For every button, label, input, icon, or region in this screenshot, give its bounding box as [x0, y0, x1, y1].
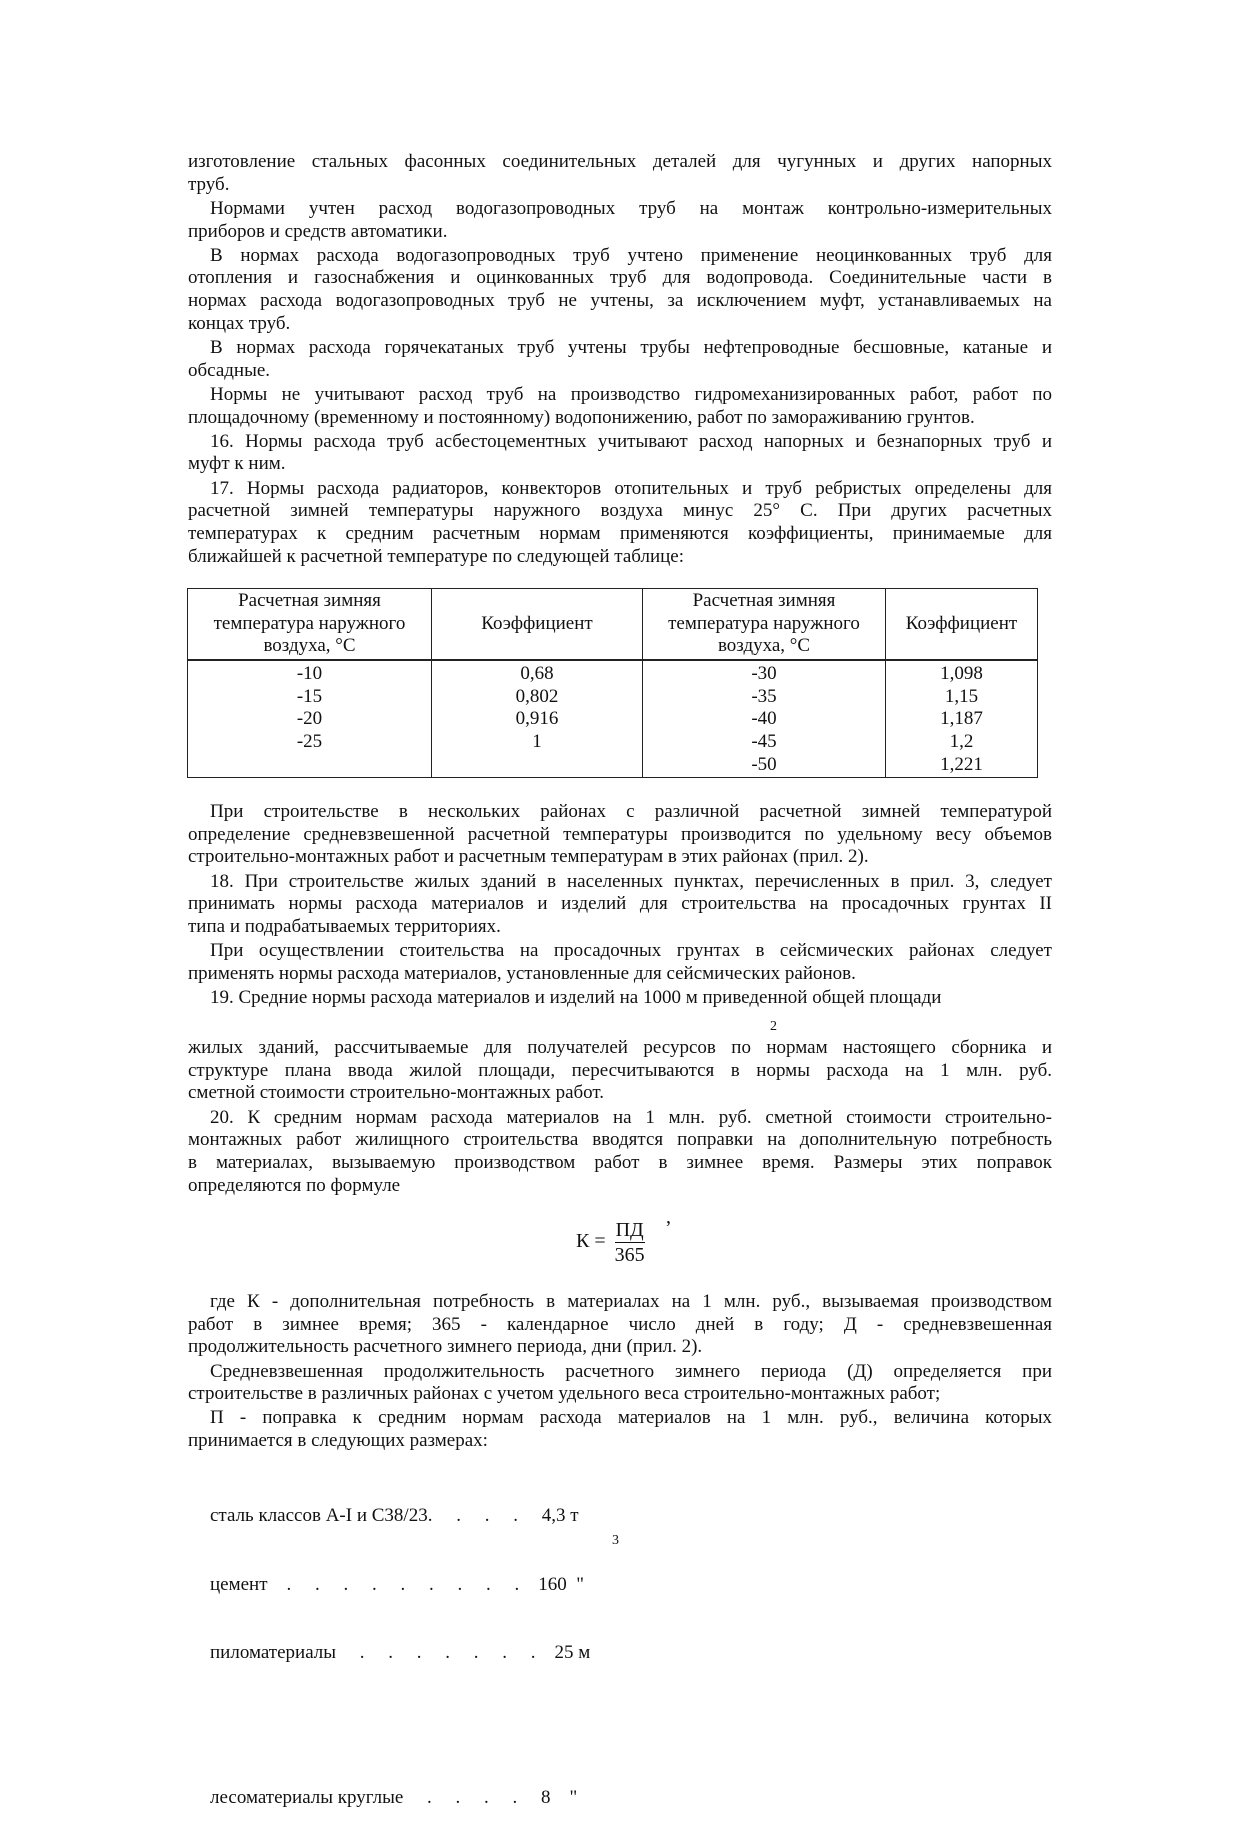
paragraph — [188, 431, 1052, 476]
material-round-timber: лесоматериалы круглые . . . . 8 " — [210, 1787, 578, 1809]
text-line: температурах к средним расчетным нормам применяются коэффициенты, принимаемые для — [188, 523, 1052, 544]
text-block-item-19-continued — [188, 1037, 1052, 1199]
paragraph — [188, 801, 1052, 869]
paragraph — [188, 871, 1052, 939]
formula-lhs: К = — [576, 1230, 606, 1253]
table-cell: -30 — [643, 660, 886, 686]
table-cell: 0,68 — [432, 660, 643, 686]
text-line: П - поправка к средним нормам расхода материалов на 1 млн. руб., величина которых — [210, 1407, 1052, 1429]
superscript-2: 2 — [770, 1019, 777, 1034]
text-line: принимать нормы расхода материалов и изделий для строительства на просадочных грунтах II — [188, 893, 1052, 915]
text-line: применять нормы расхода материалов, установленные для сейсмических районов. — [188, 962, 856, 984]
text-line: расчетной зимней температуры наружного воздуха минус 25° С. При других расчетных — [188, 500, 1052, 522]
material-cement: цемент . . . . . . . . . 160 " — [210, 1573, 585, 1595]
text-line: изготовление стальных фасонных соединительных деталей для чугунных и других напорных — [188, 151, 1052, 172]
text-line: Нормами учтен расход водогазопроводных труб на монтаж контрольно-измерительных — [210, 197, 1052, 219]
header-coefficient-1: Коэффициент — [432, 589, 643, 661]
paragraph — [188, 384, 1052, 429]
material-steel: сталь классов А-I и С38/23. . . . 4,3 т — [210, 1505, 579, 1527]
formula — [576, 1206, 671, 1267]
paragraph — [188, 1037, 1052, 1105]
paragraph — [188, 940, 1052, 985]
text-line: продолжительность расчетного зимнего периода, дни (прил. 2). — [188, 1336, 703, 1358]
text-line: труб. — [188, 173, 230, 195]
table-cell: -35 — [643, 686, 886, 709]
table-cell: 1,187 — [886, 708, 1038, 731]
text-line: 18. При строительстве жилых зданий в населенных пунктах, перечисленных в прил. 3, следует — [210, 870, 1052, 892]
header-temperature-1: Расчетная зимняя температура наружного воздуха, °С — [188, 589, 432, 661]
text-line: В нормах расхода горячекатаных труб учтены трубы нефтепроводные бесшовные, катаные и — [210, 337, 1052, 358]
text-line: муфт к ним. — [188, 453, 286, 475]
text-line: нормах расхода водогазопроводных труб не учтены, за исключением муфт, устанавливаемых на — [188, 290, 1052, 312]
text-line: В нормах расхода водогазопроводных труб учтено применение неоцинкованных труб для — [210, 244, 1052, 266]
text-line: концах труб. — [188, 312, 291, 334]
text-block-top — [188, 151, 1052, 570]
text-line: структуре плана ввода жилой площади, пересчитываются в нормы расхода на 1 млн. руб. — [188, 1059, 1052, 1081]
table-cell: 1,221 — [886, 754, 1038, 777]
table-cell: -20 — [188, 708, 432, 731]
text-line: При осуществлении стоительства на просадочных грунтах в сейсмических районах следует — [210, 940, 1052, 962]
text-block-bottom — [188, 1291, 1052, 1454]
text-line: принимается в следующих размерах: — [188, 1430, 488, 1452]
table-cell: 1,15 — [886, 686, 1038, 709]
formula-comma: , — [666, 1206, 671, 1228]
text-line: 16. Нормы расхода труб асбестоцементных учитывают расход напорных и безнапорных труб и — [210, 430, 1052, 452]
text-line: 19. Средние нормы расхода материалов и изделий на 1000 м приведенной общей площади — [210, 987, 942, 1008]
materials-list — [210, 1460, 590, 1833]
text-line: площадочному (временному и постоянному) водопонижению, работ по замораживанию грунтов. — [188, 406, 975, 428]
formula-denominator: 365 — [614, 1244, 645, 1266]
text-line: жилых зданий, рассчитываемые для получателей ресурсов по нормам настоящего сборника и — [188, 1037, 1052, 1058]
table-cell — [188, 754, 432, 777]
paragraph — [188, 198, 1052, 243]
text-line: Средневзвешенная продолжительность расчетного зимнего периода (Д) определяется при — [210, 1360, 1052, 1382]
text-line: обсадные. — [188, 359, 271, 381]
text-line: строительно-монтажных работ и расчетным температурам в этих районах (прил. 2). — [188, 846, 869, 868]
paragraph — [188, 478, 1052, 569]
table-cell: -50 — [643, 754, 886, 777]
table-cell: -10 — [188, 660, 432, 686]
text-line: определение средневзвешенной расчетной температуры производится по удельному весу объемов — [188, 823, 1052, 845]
text-line: определяются по формуле — [188, 1174, 401, 1196]
text-line: Нормы не учитывают расход труб на производство гидромеханизированных работ, работ по — [210, 383, 1052, 405]
table-cell: 0,802 — [432, 686, 643, 709]
table-cell: -45 — [643, 731, 886, 754]
table-cell: -15 — [188, 686, 432, 709]
table-row — [188, 708, 1038, 731]
text-line: работ в зимнее время; 365 - календарное число дней в году; Д - средневзвешенная — [188, 1313, 1052, 1335]
paragraph — [188, 1407, 1052, 1452]
text-line: отопления и газоснабжения и оцинкованных труб для водопровода. Соединительные части в — [188, 267, 1052, 289]
table-cell: 1,098 — [886, 660, 1038, 686]
paragraph — [188, 245, 1052, 336]
header-coefficient-2: Коэффициент — [886, 589, 1038, 661]
table-row — [188, 754, 1038, 777]
paragraph — [188, 1361, 1052, 1406]
header-temperature-2: Расчетная зимняя температура наружного воздуха, °С — [643, 589, 886, 661]
paragraph — [188, 987, 1052, 1010]
formula-numerator: ПД — [615, 1219, 644, 1241]
text-line: строительстве в различных районах с учетом удельного веса строительно-монтажных работ; — [188, 1383, 941, 1405]
paragraph — [188, 337, 1052, 382]
table-row — [188, 660, 1038, 686]
paragraph — [188, 1291, 1052, 1359]
formula-fraction — [615, 1218, 645, 1267]
text-line: в материалах, вызываемую производством работ в зимнее время. Размеры этих поправок — [188, 1151, 1052, 1173]
text-line: 17. Нормы расхода радиаторов, конвекторов отопительных и труб ребристых определены для — [210, 477, 1052, 499]
table-row — [188, 731, 1038, 754]
text-line: где К - дополнительная потребность в материалах на 1 млн. руб., вызываемая производством — [210, 1291, 1052, 1312]
table-cell: -40 — [643, 708, 886, 731]
table-row — [188, 686, 1038, 709]
text-block-middle — [188, 801, 1052, 1011]
table-cell: 0,916 — [432, 708, 643, 731]
text-line: сметной стоимости строительно-монтажных работ. — [188, 1082, 605, 1104]
coefficient-table — [187, 588, 1038, 778]
text-line: монтажных работ жилищного строительства вводятся поправки на дополнительную потребность — [188, 1129, 1052, 1151]
table-cell — [432, 754, 643, 777]
text-line: типа и подрабатываемых территориях. — [188, 915, 501, 937]
text-line: ближайшей к расчетной температуре по следующей таблице: — [188, 545, 684, 567]
text-line: 20. К средним нормам расхода материалов на 1 млн. руб. сметной стоимости строительно- — [210, 1106, 1052, 1128]
table-cell: 1,2 — [886, 731, 1038, 754]
text-line: приборов и средств автоматики. — [188, 220, 448, 242]
paragraph — [188, 151, 1052, 196]
paragraph — [188, 1107, 1052, 1198]
text-line: При строительстве в нескольких районах с различной расчетной зимней температурой — [210, 801, 1052, 822]
table-cell: -25 — [188, 731, 432, 754]
table-cell: 1 — [432, 731, 643, 754]
superscript-3: 3 — [612, 1533, 619, 1548]
material-lumber: пиломатериалы . . . . . . . 25 м — [210, 1641, 591, 1663]
